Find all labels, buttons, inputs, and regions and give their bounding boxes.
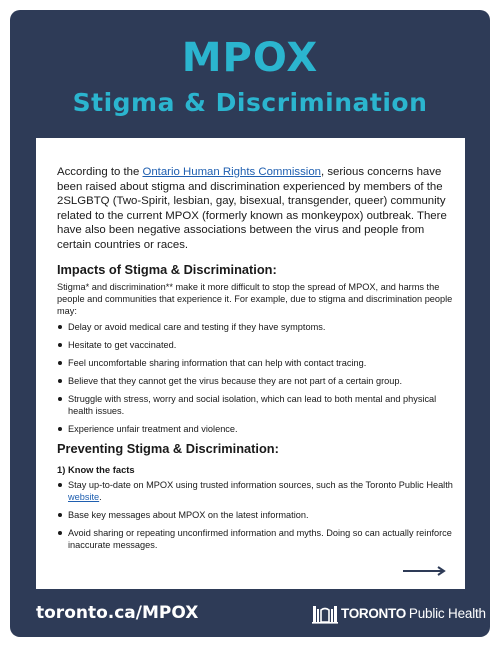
ohrc-link[interactable]: Ontario Human Rights Commission xyxy=(142,166,321,178)
list-item xyxy=(57,479,453,503)
list-item: Feel uncomfortable sharing information that can help with contact tracing. xyxy=(57,357,453,369)
item-text: Stay up-to-date on MPOX using trusted information sources, such as the Toronto Public Health xyxy=(68,479,453,490)
list-item: Base key messages about MPOX on the latest information. xyxy=(57,509,453,521)
poster-background xyxy=(10,10,490,637)
toronto-city-hall-icon xyxy=(312,602,338,624)
preventing-heading: Preventing Stigma & Discrimination: xyxy=(57,440,279,456)
impacts-intro: Stigma* and discrimination** make it more difficult to stop the spread of MPOX, and harms the people and communities that experience it. For example, due to stigma and discrimination people may: xyxy=(57,281,453,316)
list-item: Believe that they cannot get the virus because they are not part of a certain group. xyxy=(57,375,453,387)
toronto-public-health-logo xyxy=(312,601,486,625)
logo-toronto-text: TORONTO xyxy=(341,605,406,621)
page-subtitle: Stigma & Discrimination xyxy=(72,88,428,117)
tph-website-link[interactable]: website xyxy=(68,491,100,502)
item-text-end: . xyxy=(99,491,102,502)
intro-paragraph xyxy=(57,165,453,253)
footer-url: toronto.ca/MPOX xyxy=(36,603,199,623)
impacts-heading: Impacts of Stigma & Discrimination: xyxy=(57,261,277,277)
list-item: Avoid sharing or repeating unconfirmed information and myths. Doing so can actually reinforce inaccurate messages. xyxy=(57,527,453,551)
content-body xyxy=(57,165,453,557)
impacts-list xyxy=(57,321,453,435)
content-panel xyxy=(36,138,465,589)
list-item: Delay or avoid medical care and testing if they have symptoms. xyxy=(57,321,453,333)
know-facts-subheading: 1) Know the facts xyxy=(57,463,135,475)
logo-public-health-text: Public Health xyxy=(408,605,486,621)
list-item: Struggle with stress, worry and social isolation, which can lead to both mental and physical health issues. xyxy=(57,393,453,417)
intro-text-rest: , serious concerns have been raised about stigma and discrimination experienced by members of the 2SLGBTQ (Two-Spirit, lesbian, gay, bisexual, transgender, queer) community related to the current MPOX (formerly known as monkeypox) outbreak. There have also been negative associations between the virus and people from certain countries or races. xyxy=(57,166,447,251)
list-item: Experience unfair treatment and violence. xyxy=(57,423,453,435)
intro-text-start: According to the xyxy=(57,166,143,178)
preventing-list xyxy=(57,479,453,551)
right-arrow-icon[interactable] xyxy=(403,566,447,576)
list-item: Hesitate to get vaccinated. xyxy=(57,339,453,351)
page-title: MPOX xyxy=(181,35,319,81)
